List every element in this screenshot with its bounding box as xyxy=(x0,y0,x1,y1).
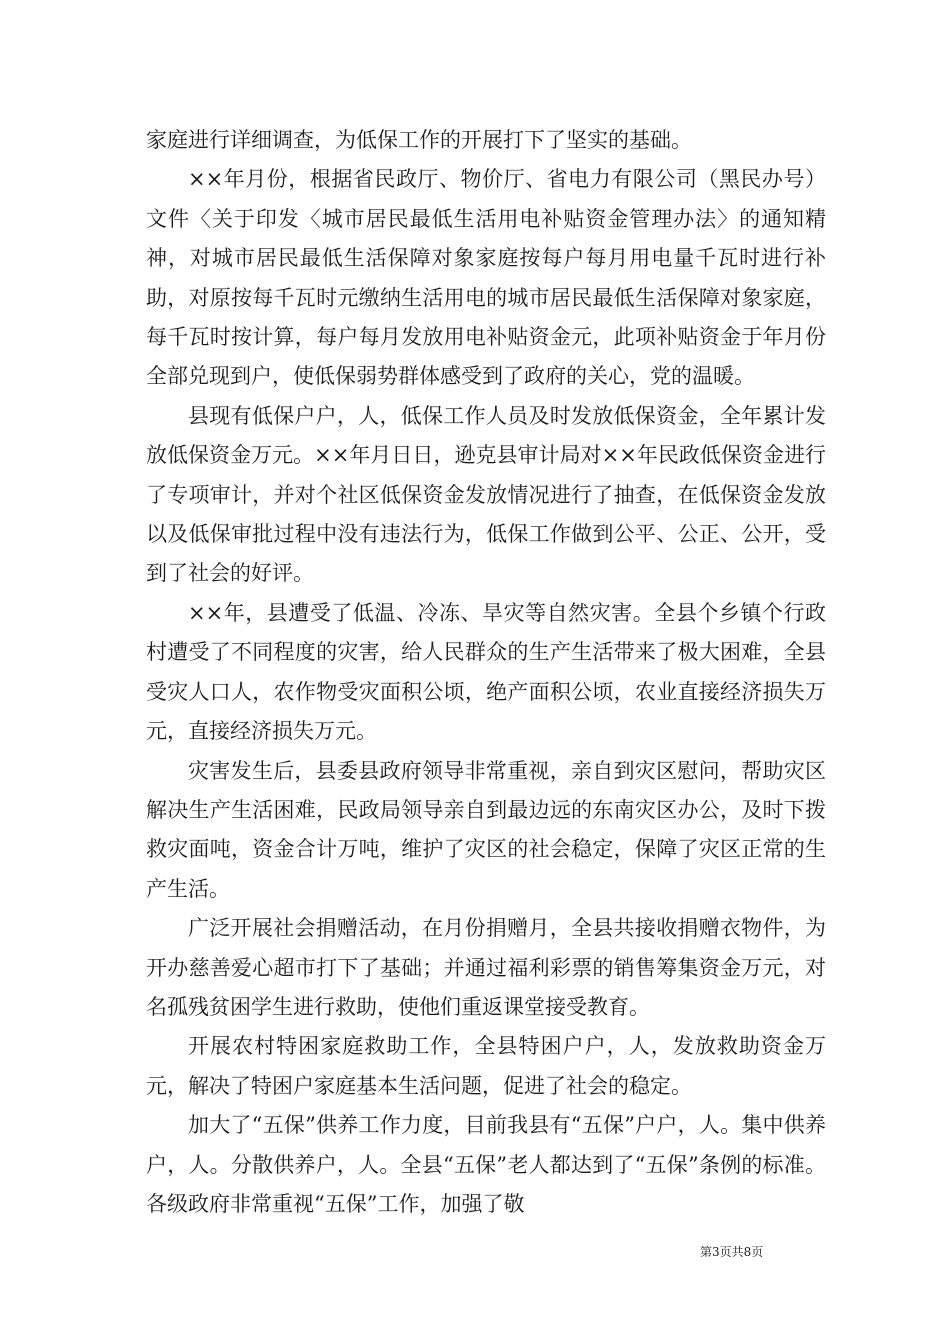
document-body xyxy=(146,121,826,1224)
paragraph-5: 灾害发生后，县委县政府领导非常重视，亲自到灾区慰问，帮助灾区解决生产生活困难，民政局领导亲自到最边远的东南灾区办公，及时下拨救灾面吨，资金合计万吨，维护了灾区的社会稳定，保障了灾区正常的生产生活。 xyxy=(146,758,826,901)
paragraph-4: ××年，县遭受了低温、冷冻、旱灾等自然灾害。全县个乡镇个行政村遭受了不同程度的灾害，给人民群众的生产生活带来了极大困难，全县受灾人口人，农作物受灾面积公顷，绝产面积公顷，农业直接经济损失万元，直接经济损失万元。 xyxy=(146,600,826,744)
paragraph-8: 加大了“五保”供养工作力度，目前我县有“五保”户户，人。集中供养户，人。分散供养户，人。全县“五保”老人都达到了“五保”条例的标准。各级政府非常重视“五保”工作，加强了敬 xyxy=(146,1113,826,1216)
paragraph-2: ××年月份，根据省民政厅、物价厅、省电力有限公司（黑民办号）文件〈关于印发〈城市居民最低生活用电补贴资金管理办法〉的通知精神，对城市居民最低生活保障对象家庭按每户每月用电量千瓦时进行补助，对原按每千瓦时元缴纳生活用电的城市居民最低生活保障对象家庭，每千瓦时按计算，每户每月发放用电补贴资金元，此项补贴资金于年月份全部兑现到户，使低保弱势群体感受到了政府的关心，党的温暖。 xyxy=(146,167,826,389)
paragraph-6: 广泛开展社会捐赠活动，在月份捐赠月，全县共接收捐赠衣物件，为开办慈善爱心超市打下了基础；并通过福利彩票的销售筹集资金万元，对名孤残贫困学生进行救助，使他们重返课堂接受教育。 xyxy=(146,916,826,1019)
paragraph-1: 家庭进行详细调查，为低保工作的开展打下了坚实的基础。 xyxy=(146,128,692,152)
paragraph-3: 县现有低保户户，人，低保工作人员及时发放低保资金，全年累计发放低保资金万元。××年月日日，逊克县审计局对××年民政低保资金进行了专项审计，并对个社区低保资金发放情况进行了抽查，在低保资金发放以及低保审批过程中没有违法行为，低保工作做到公平、公正、公开，受到了社会的好评。 xyxy=(146,403,826,586)
paragraph-7: 开展农村特困家庭救助工作，全县特困户户，人，发放救助资金万元，解决了特困户家庭基本生活问题，促进了社会的稳定。 xyxy=(146,1034,826,1098)
page-number-footer: 第3页共8页 xyxy=(700,1245,764,1259)
